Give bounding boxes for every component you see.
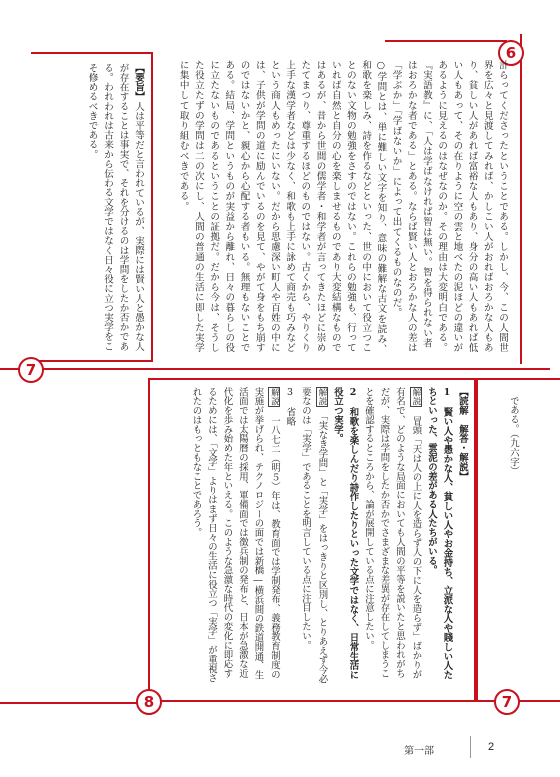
marker-7-left: 7 — [18, 357, 44, 383]
answer-heading: 【読解 解答・解説】 — [457, 387, 468, 481]
main-paragraph: 計らってくださったということである。しかし、今、この人間世界を広々と見渡してみれば、かしこい人がおればおろかな人もあり、貧しい人があれば富裕な人もあり、身分の高い人もあれば低い人もあって、その在りように空の雲と地べたの泥ほどの違いがあるように見えるのはなぜなのか。その理由は大変明白である。『実語教』に、「人は学ばなければ智は無い。智を得られない者はおろかな者である」とある。ならば賢い人とおろかな人の差は「学ぶか」「学ばないか」によって出てくるものなのだ。 — [390, 60, 508, 353]
top-right-frame — [520, 34, 522, 364]
explanation-label: 解説 — [316, 388, 327, 406]
page-number: 2 — [488, 741, 495, 753]
summary-note — [40, 63, 146, 351]
marker-6: 6 — [498, 40, 524, 66]
bottom-frame-line — [0, 702, 152, 704]
answer-text: 賢い人や愚かな人、貧しい人やお金持ち、立派な人や賤しい人たちといった、雲泥の差がある人たちがいる。 — [426, 387, 453, 680]
main-text — [160, 60, 510, 356]
explanation-text: 一八七二（明５）年は、教育面では学制発布、義務教育制度の実施が挙げられ、テクノロジーの面では新橋―横浜間の鉄道開通、生活面では太陽暦の採用、軍備面では徴兵制の発布と、日本が急激な近代化を歩み始めた年といえる。このような急激な時代の変化に即応するためには、「文学」よりはまず日々の生活に役立つ「実学」が重視されたのはもっともなことであろう。 — [190, 387, 280, 683]
answer-number: 2 — [347, 387, 359, 398]
summary-title: 【要旨】 — [133, 63, 144, 102]
answer-number: 1 — [441, 387, 453, 398]
main-paragraph: ○学問とは、単に難しい文字を知り、意味の難解な古文を読み、和歌を楽しみ、詩を作るなどといった、世の中において役立つことのない文物の勉強をさすのではない。これらの勉強も、行っていれば自然と自分の心を楽しませるものであり大変結構なものではあるが、昔から世間の儒学者・和学者が言ってきたほどに崇めたてまつり、尊重するほどのものではない。古くから、やりくり上手な漢学者などは少なく、和歌も上手に詠めて商売も巧みなどという商人もめったにいない。だから思慮深い町人や百姓の中には、子供が学問の道に励んでいるのを見て、やがて身をもち崩すのではないかと、親心から心配する者もいる。無理もないことである。結局、学問というものが実益から離れ、日々の暮らしの役に立たないものであるということの証拠だ。だから今は、そうした役立たずの学問は二の次にし、人間の普通の生活に即した実学に集中して取り組むべきである。 — [177, 60, 387, 355]
explanation-text: 「実なき学問」と「実学」をはっきりと区別し、とりあえず今必要なのは「実学」であることを明言している点に注目したい。 — [300, 387, 328, 684]
summary-body: 人は平等だと言われているが、実際には賢い人と愚かな人が存在することは事実で、それを分けるのは学問をしたか否かである。われわれは古来から伝わる文学ではなく日々役に立つ実学をこそ修めるべきである。 — [86, 63, 144, 351]
explanation-label: 解説 — [269, 388, 279, 406]
answer-text: 省略 — [284, 407, 296, 427]
section-label: 第一部 — [404, 746, 434, 757]
explanation-label: 解説 — [410, 388, 421, 406]
explanation-text: 冒頭「天は人の上に人を造らず人の下に人を造らず」ばかりが有名で、どのような局面においても人間の平等を説いたと思われがちだが、実際は学問をしたか否かでさまざまな差異が存在してしまうことを確認するところから、論が展開している点に注意したい。 — [363, 387, 422, 679]
marker-7-right: 7 — [494, 689, 520, 715]
marker-8: 8 — [136, 689, 162, 715]
top-frame-line — [385, 40, 507, 42]
continued-answer: である。（九六字） — [508, 396, 519, 476]
mid-divider-right — [30, 368, 550, 370]
answer-text: 和歌を楽しんだり詩作したりといった文学ではなく、日常生活に役立つ実学。 — [332, 387, 359, 680]
answer-number: 3 — [284, 387, 296, 398]
answer-section — [157, 387, 470, 687]
footer-divider — [470, 736, 471, 758]
